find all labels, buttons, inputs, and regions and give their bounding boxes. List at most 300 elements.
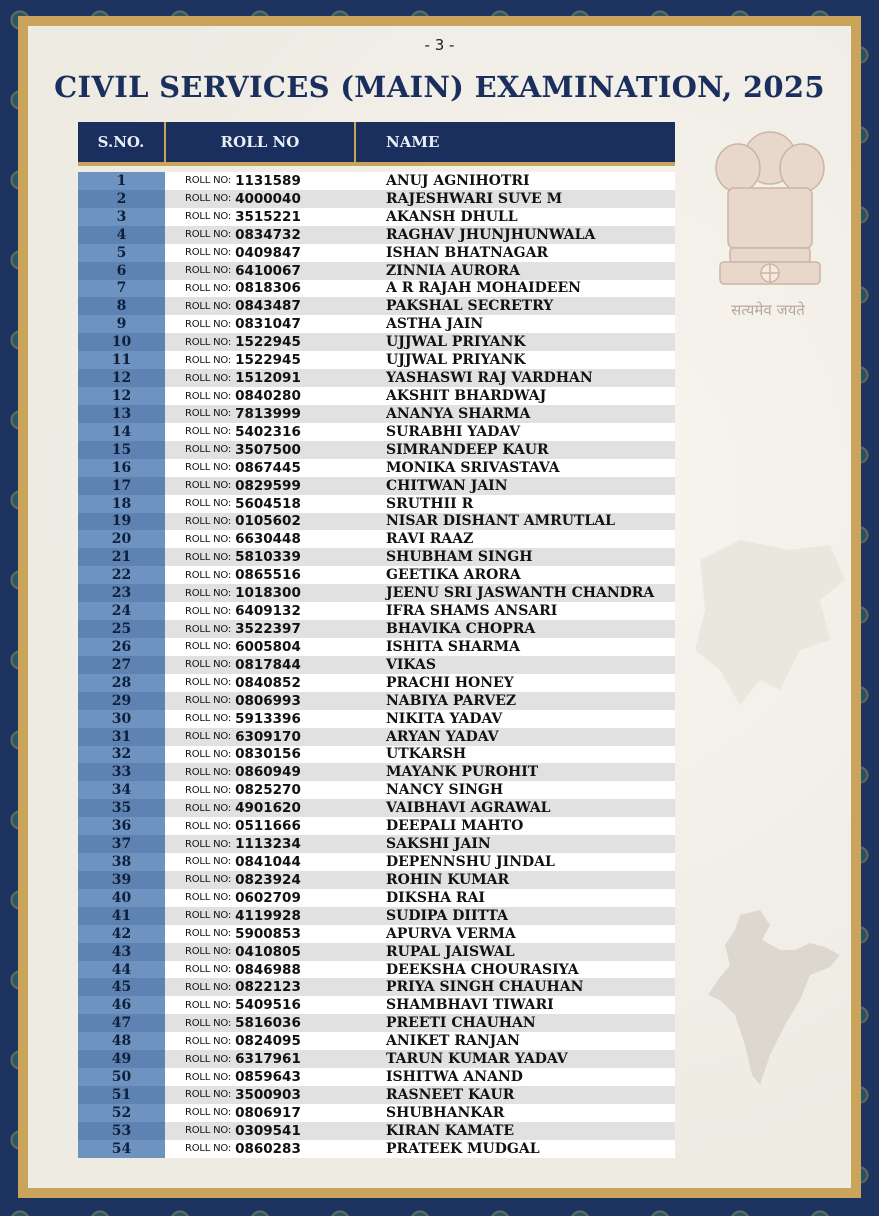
- table-row: [78, 1032, 675, 1050]
- roll-number: 4119928: [235, 907, 301, 924]
- roll-number: 0409847: [235, 244, 301, 261]
- candidate-name: DEEPALI MAHTO: [386, 818, 524, 835]
- row-sno: 41: [78, 907, 165, 925]
- roll-number: 4901620: [235, 800, 301, 817]
- roll-prefix-label: ROLL NO:: [185, 247, 232, 259]
- row-roll: [165, 567, 355, 583]
- table-row: [78, 208, 675, 226]
- row-sno: 39: [78, 871, 165, 889]
- roll-prefix-label: ROLL NO:: [185, 641, 232, 653]
- table-row: [78, 602, 675, 620]
- roll-number: 3515221: [235, 208, 301, 225]
- roll-prefix-label: ROLL NO:: [185, 1143, 232, 1155]
- roll-number: 0831047: [235, 316, 301, 333]
- candidate-name: IFRA SHAMS ANSARI: [386, 603, 558, 620]
- row-roll: [165, 1141, 355, 1157]
- roll-prefix-label: ROLL NO:: [185, 569, 232, 581]
- roll-prefix-label: ROLL NO:: [185, 874, 232, 886]
- roll-prefix-label: ROLL NO:: [185, 282, 232, 294]
- row-sno: 8: [78, 297, 165, 315]
- row-sno: 25: [78, 620, 165, 638]
- row-roll: [165, 424, 355, 440]
- roll-number: 5900853: [235, 925, 301, 942]
- row-sno: 7: [78, 280, 165, 298]
- row-roll: [165, 962, 355, 978]
- page-number: - 3 -: [424, 36, 455, 54]
- row-roll: [165, 1015, 355, 1031]
- roll-prefix-label: ROLL NO:: [185, 551, 232, 563]
- candidate-name: ROHIN KUMAR: [386, 871, 510, 888]
- roll-prefix-label: ROLL NO:: [185, 999, 232, 1011]
- roll-number: 0511666: [235, 818, 301, 835]
- row-sno: 50: [78, 1068, 165, 1086]
- row-roll: [165, 549, 355, 565]
- row-roll: [165, 496, 355, 512]
- roll-number: 0840280: [235, 388, 301, 405]
- roll-number: 6630448: [235, 531, 301, 548]
- row-sno: 32: [78, 746, 165, 764]
- row-sno: 40: [78, 889, 165, 907]
- roll-prefix-label: ROLL NO:: [185, 928, 232, 940]
- india-map-icon: [700, 905, 850, 1095]
- roll-prefix-label: ROLL NO:: [185, 1089, 232, 1101]
- table-row: [78, 405, 675, 423]
- row-sno: 20: [78, 530, 165, 548]
- table-row: [78, 853, 675, 871]
- table-row: [78, 495, 675, 513]
- row-roll: [165, 442, 355, 458]
- row-sno: 13: [78, 405, 165, 423]
- roll-number: 1522945: [235, 352, 301, 369]
- candidate-name: ANUJ AGNIHOTRI: [386, 172, 530, 189]
- roll-prefix-label: ROLL NO:: [185, 910, 232, 922]
- table-row: [78, 1104, 675, 1122]
- roll-prefix-label: ROLL NO:: [185, 784, 232, 796]
- roll-number: 0843487: [235, 298, 301, 315]
- roll-number: 0818306: [235, 280, 301, 297]
- table-row: [78, 889, 675, 907]
- row-sno: 17: [78, 477, 165, 495]
- row-roll: [165, 997, 355, 1013]
- row-roll: [165, 800, 355, 816]
- table-row: [78, 566, 675, 584]
- table-row: [78, 978, 675, 996]
- row-roll: [165, 621, 355, 637]
- candidate-name: SHUBHAM SINGH: [386, 549, 533, 566]
- row-sno: 29: [78, 692, 165, 710]
- roll-number: 5816036: [235, 1015, 301, 1032]
- row-sno: 26: [78, 638, 165, 656]
- candidate-name: SHAMBHAVI TIWARI: [386, 997, 554, 1014]
- roll-prefix-label: ROLL NO:: [185, 892, 232, 904]
- row-sno: 2: [78, 190, 165, 208]
- row-roll: [165, 711, 355, 727]
- row-roll: [165, 657, 355, 673]
- candidate-name: DEPENNSHU JINDAL: [386, 853, 555, 870]
- row-roll: [165, 872, 355, 888]
- roll-prefix-label: ROLL NO:: [185, 677, 232, 689]
- table-row: [78, 943, 675, 961]
- row-sno: 48: [78, 1032, 165, 1050]
- table-row: [78, 226, 675, 244]
- roll-number: 0410805: [235, 943, 301, 960]
- row-roll: [165, 908, 355, 924]
- row-sno: 3: [78, 208, 165, 226]
- candidate-name: SHUBHANKAR: [386, 1104, 505, 1121]
- roll-prefix-label: ROLL NO:: [185, 964, 232, 976]
- candidate-name: DIKSHA RAI: [386, 889, 485, 906]
- table-row: [78, 1140, 675, 1158]
- table-row: [78, 190, 675, 208]
- row-sno: 33: [78, 763, 165, 781]
- row-roll: [165, 352, 355, 368]
- roll-prefix-label: ROLL NO:: [185, 354, 232, 366]
- roll-number: 1131589: [235, 172, 301, 189]
- roll-number: 0806993: [235, 692, 301, 709]
- row-roll: [165, 263, 355, 279]
- candidate-name: PRIYA SINGH CHAUHAN: [386, 979, 584, 996]
- roll-number: 0865516: [235, 567, 301, 584]
- table-row: [78, 548, 675, 566]
- roll-number: 6309170: [235, 728, 301, 745]
- candidate-name: SAKSHI JAIN: [386, 836, 491, 853]
- candidate-name: AKSHIT BHARDWAJ: [386, 388, 547, 405]
- table-row: [78, 763, 675, 781]
- roll-number: 0309541: [235, 1122, 301, 1139]
- table-row: [78, 172, 675, 190]
- roll-prefix-label: ROLL NO:: [185, 211, 232, 223]
- table-row: [78, 961, 675, 979]
- row-roll: [165, 460, 355, 476]
- candidate-name: SUDIPA DIITTA: [386, 907, 508, 924]
- roll-prefix-label: ROLL NO:: [185, 1053, 232, 1065]
- roll-prefix-label: ROLL NO:: [185, 1125, 232, 1137]
- candidate-name: RAJESHWARI SUVE M: [386, 190, 563, 207]
- roll-number: 7813999: [235, 405, 301, 422]
- table-row: [78, 1014, 675, 1032]
- row-sno: 23: [78, 584, 165, 602]
- row-roll: [165, 191, 355, 207]
- roll-prefix-label: ROLL NO:: [185, 856, 232, 868]
- roll-number: 6409132: [235, 603, 301, 620]
- roll-prefix-label: ROLL NO:: [185, 946, 232, 958]
- candidate-name: NANCY SINGH: [386, 782, 504, 799]
- row-sno: 37: [78, 835, 165, 853]
- row-roll: [165, 173, 355, 189]
- candidate-name: UJJWAL PRIYANK: [386, 352, 526, 369]
- table-row: [78, 1050, 675, 1068]
- roll-number: 3500903: [235, 1086, 301, 1103]
- candidate-name: ISHITWA ANAND: [386, 1069, 523, 1086]
- row-roll: [165, 782, 355, 798]
- table-row: [78, 262, 675, 280]
- roll-number: 0824095: [235, 1033, 301, 1050]
- roll-prefix-label: ROLL NO:: [185, 193, 232, 205]
- roll-number: 5402316: [235, 423, 301, 440]
- row-roll: [165, 836, 355, 852]
- row-sno: 6: [78, 262, 165, 280]
- roll-number: 0829599: [235, 477, 301, 494]
- table-row: [78, 459, 675, 477]
- header-roll-no: ROLL NO: [166, 122, 356, 162]
- row-sno: 45: [78, 978, 165, 996]
- roll-prefix-label: ROLL NO:: [185, 981, 232, 993]
- roll-prefix-label: ROLL NO:: [185, 390, 232, 402]
- row-sno: 42: [78, 925, 165, 943]
- table-row: [78, 477, 675, 495]
- roll-number: 5913396: [235, 710, 301, 727]
- row-sno: 47: [78, 1014, 165, 1032]
- table-row: [78, 674, 675, 692]
- candidate-name: RUPAL JAISWAL: [386, 943, 515, 960]
- row-sno: 31: [78, 728, 165, 746]
- roll-prefix-label: ROLL NO:: [185, 820, 232, 832]
- roll-prefix-label: ROLL NO:: [185, 731, 232, 743]
- candidate-name: CHITWAN JAIN: [386, 477, 508, 494]
- table-row: [78, 1122, 675, 1140]
- row-sno: 10: [78, 333, 165, 351]
- roll-number: 4000040: [235, 190, 301, 207]
- roll-prefix-label: ROLL NO:: [185, 480, 232, 492]
- roll-prefix-label: ROLL NO:: [185, 1071, 232, 1083]
- candidate-name: NIKITA YADAV: [386, 710, 503, 727]
- table-row: [78, 423, 675, 441]
- candidate-name: PAKSHAL SECRETRY: [386, 298, 554, 315]
- row-sno: 49: [78, 1050, 165, 1068]
- row-roll: [165, 334, 355, 350]
- row-roll: [165, 227, 355, 243]
- row-sno: 46: [78, 996, 165, 1014]
- row-roll: [165, 370, 355, 386]
- row-sno: 43: [78, 943, 165, 961]
- roll-number: 0860949: [235, 764, 301, 781]
- table-row: [78, 907, 675, 925]
- roll-prefix-label: ROLL NO:: [185, 659, 232, 671]
- row-sno: 19: [78, 513, 165, 531]
- row-roll: [165, 1087, 355, 1103]
- candidate-name: NISAR DISHANT AMRUTLAL: [386, 513, 615, 530]
- row-roll: [165, 513, 355, 529]
- table-row: [78, 513, 675, 531]
- row-sno: 52: [78, 1104, 165, 1122]
- row-roll: [165, 818, 355, 834]
- roll-number: 0846988: [235, 961, 301, 978]
- roll-number: 5810339: [235, 549, 301, 566]
- roll-number: 1113234: [235, 836, 301, 853]
- row-sno: 34: [78, 781, 165, 799]
- page-title: CIVIL SERVICES (MAIN) EXAMINATION, 2025: [54, 70, 825, 104]
- table-row: [78, 387, 675, 405]
- roll-number: 0834732: [235, 226, 301, 243]
- candidate-name: ZINNIA AURORA: [386, 262, 521, 279]
- roll-prefix-label: ROLL NO:: [185, 1017, 232, 1029]
- table-row: [78, 746, 675, 764]
- roll-number: 5604518: [235, 495, 301, 512]
- table-row: [78, 817, 675, 835]
- roll-number: 5409516: [235, 997, 301, 1014]
- row-sno: 12: [78, 387, 165, 405]
- table-row: [78, 297, 675, 315]
- row-sno: 4: [78, 226, 165, 244]
- table-body: [78, 172, 675, 1158]
- ashoka-emblem-icon: [700, 118, 840, 328]
- candidate-name: AKANSH DHULL: [386, 208, 518, 225]
- row-roll: [165, 693, 355, 709]
- table-row: [78, 530, 675, 548]
- table-row: [78, 710, 675, 728]
- table-row: [78, 315, 675, 333]
- roll-prefix-label: ROLL NO:: [185, 838, 232, 850]
- roll-number: 1018300: [235, 585, 301, 602]
- table-row: [78, 333, 675, 351]
- table-row: [78, 781, 675, 799]
- row-sno: 24: [78, 602, 165, 620]
- table-row: [78, 280, 675, 298]
- table-row: [78, 441, 675, 459]
- row-sno: 27: [78, 656, 165, 674]
- roll-prefix-label: ROLL NO:: [185, 766, 232, 778]
- roll-prefix-label: ROLL NO:: [185, 533, 232, 545]
- row-sno: 28: [78, 674, 165, 692]
- roll-number: 6005804: [235, 638, 301, 655]
- row-roll: [165, 746, 355, 762]
- candidate-name: SRUTHII R: [386, 495, 474, 512]
- roll-prefix-label: ROLL NO:: [185, 265, 232, 277]
- candidate-name: MONIKA SRIVASTAVA: [386, 459, 560, 476]
- candidate-name: ANIKET RANJAN: [386, 1033, 520, 1050]
- row-roll: [165, 406, 355, 422]
- roll-prefix-label: ROLL NO:: [185, 587, 232, 599]
- row-roll: [165, 764, 355, 780]
- roll-prefix-label: ROLL NO:: [185, 462, 232, 474]
- row-roll: [165, 316, 355, 332]
- roll-number: 0841044: [235, 853, 301, 870]
- table-row: [78, 369, 675, 387]
- roll-prefix-label: ROLL NO:: [185, 623, 232, 635]
- table-row: [78, 871, 675, 889]
- table-row: [78, 835, 675, 853]
- row-roll: [165, 280, 355, 296]
- roll-number: 0830156: [235, 746, 301, 763]
- row-roll: [165, 245, 355, 261]
- roll-prefix-label: ROLL NO:: [185, 498, 232, 510]
- roll-number: 0860283: [235, 1140, 301, 1157]
- candidate-name: UJJWAL PRIYANK: [386, 334, 526, 351]
- row-roll: [165, 926, 355, 942]
- candidate-name: GEETIKA ARORA: [386, 567, 521, 584]
- candidate-name: DEEKSHA CHOURASIYA: [386, 961, 579, 978]
- candidate-name: RASNEET KAUR: [386, 1086, 515, 1103]
- world-map-icon: [680, 530, 850, 720]
- roll-number: 0825270: [235, 782, 301, 799]
- candidate-name: BHAVIKA CHOPRA: [386, 621, 536, 637]
- table-row: [78, 1068, 675, 1086]
- candidate-name: A R RAJAH MOHAIDEEN: [386, 280, 581, 297]
- roll-number: 0817844: [235, 656, 301, 673]
- roll-number: 0867445: [235, 459, 301, 476]
- candidate-name: VAIBHAVI AGRAWAL: [386, 800, 551, 817]
- table-row: [78, 638, 675, 656]
- row-roll: [165, 1105, 355, 1121]
- roll-prefix-label: ROLL NO:: [185, 695, 232, 707]
- roll-number: 6410067: [235, 262, 301, 279]
- roll-prefix-label: ROLL NO:: [185, 802, 232, 814]
- candidate-name: SIMRANDEEP KAUR: [386, 441, 549, 458]
- roll-number: 3507500: [235, 441, 301, 458]
- row-sno: 18: [78, 495, 165, 513]
- header-name: NAME: [386, 133, 440, 151]
- row-sno: 53: [78, 1122, 165, 1140]
- candidate-name: VIKAS: [386, 656, 436, 673]
- row-roll: [165, 531, 355, 547]
- row-sno: 14: [78, 423, 165, 441]
- row-sno: 51: [78, 1086, 165, 1104]
- candidate-name: SURABHI YADAV: [386, 423, 521, 440]
- row-roll: [165, 890, 355, 906]
- roll-number: 0840852: [235, 674, 301, 691]
- candidate-name: UTKARSH: [386, 746, 467, 763]
- candidate-name: APURVA VERMA: [386, 925, 516, 942]
- row-roll: [165, 478, 355, 494]
- candidate-name: ARYAN YADAV: [386, 728, 499, 745]
- row-sno: 12: [78, 369, 165, 387]
- roll-prefix-label: ROLL NO:: [185, 748, 232, 760]
- roll-number: 0823924: [235, 871, 301, 888]
- row-sno: 35: [78, 799, 165, 817]
- row-roll: [165, 1051, 355, 1067]
- row-sno: 22: [78, 566, 165, 584]
- row-roll: [165, 585, 355, 601]
- satyameva-jayate-motto: सत्यमेव जयते: [731, 301, 805, 319]
- roll-number: 0105602: [235, 513, 301, 530]
- roll-number: 6317961: [235, 1051, 301, 1068]
- roll-number: 1512091: [235, 370, 301, 387]
- candidate-name: MAYANK PUROHIT: [386, 764, 539, 781]
- row-roll: [165, 944, 355, 960]
- roll-prefix-label: ROLL NO:: [185, 336, 232, 348]
- roll-prefix-label: ROLL NO:: [185, 444, 232, 456]
- row-sno: 15: [78, 441, 165, 459]
- roll-number: 0859643: [235, 1069, 301, 1086]
- roll-prefix-label: ROLL NO:: [185, 426, 232, 438]
- roll-number: 1522945: [235, 334, 301, 351]
- row-sno: 30: [78, 710, 165, 728]
- table-row: [78, 925, 675, 943]
- row-sno: 44: [78, 961, 165, 979]
- roll-prefix-label: ROLL NO:: [185, 372, 232, 384]
- row-sno: 21: [78, 548, 165, 566]
- roll-prefix-label: ROLL NO:: [185, 318, 232, 330]
- table-header: [78, 122, 675, 166]
- table-row: [78, 584, 675, 602]
- row-roll: [165, 639, 355, 655]
- row-sno: 36: [78, 817, 165, 835]
- roll-prefix-label: ROLL NO:: [185, 605, 232, 617]
- row-roll: [165, 854, 355, 870]
- row-roll: [165, 675, 355, 691]
- roll-prefix-label: ROLL NO:: [185, 175, 232, 187]
- table-row: [78, 351, 675, 369]
- row-roll: [165, 1069, 355, 1085]
- header-sno: S.NO.: [78, 122, 166, 162]
- roll-number: 3522397: [235, 621, 301, 637]
- roll-prefix-label: ROLL NO:: [185, 1035, 232, 1047]
- row-roll: [165, 979, 355, 995]
- candidate-name: KIRAN KAMATE: [386, 1122, 515, 1139]
- row-roll: [165, 603, 355, 619]
- roll-number: 0822123: [235, 979, 301, 996]
- table-row: [78, 1086, 675, 1104]
